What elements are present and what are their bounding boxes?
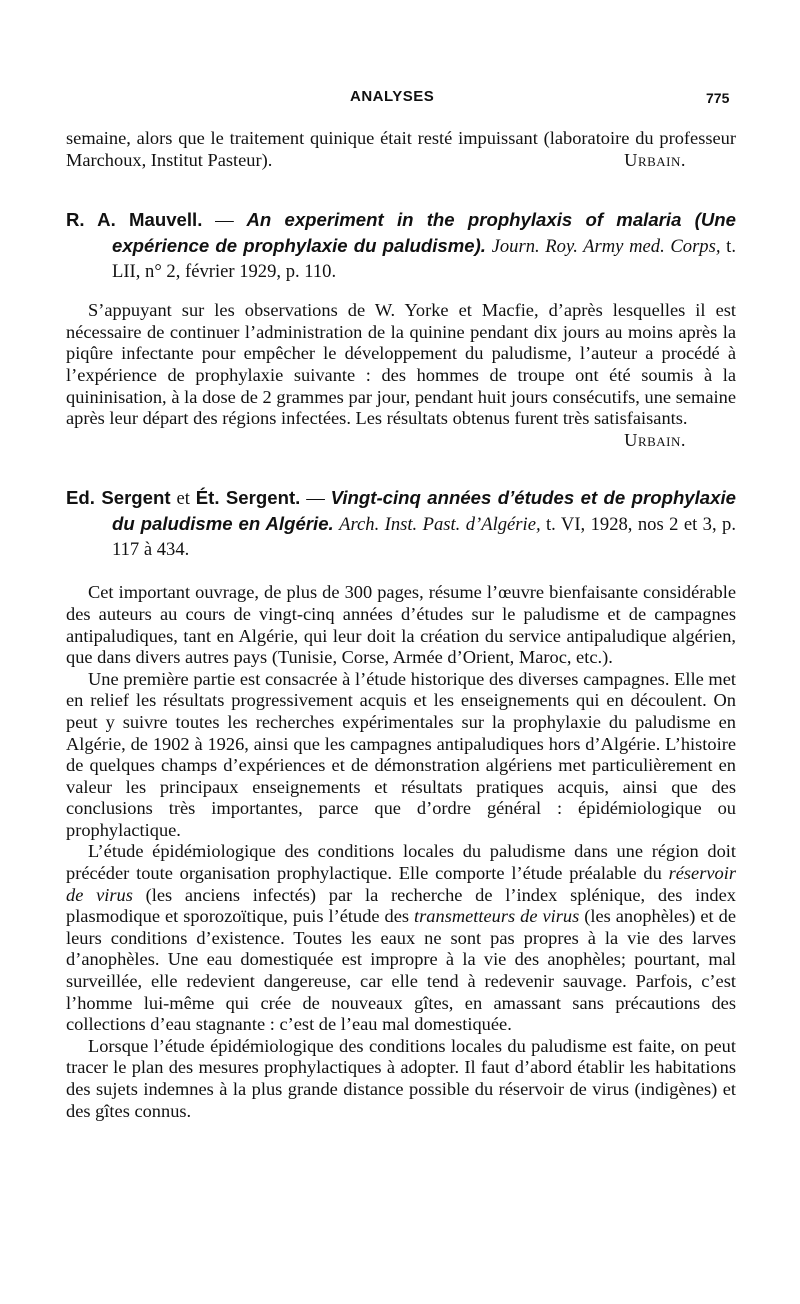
entry1-reference [66,207,736,284]
entry1-signature: Urbain. [624,429,686,450]
continuation-signature: Urbain. [624,149,686,170]
page-number: 775 [706,90,730,106]
entry2-p3-part-c: (les anophèles) et de leurs conditions d’existence. Toutes les eaux ne sont pas propres à la vie des larves d’anophèles. Une eau domestiquée est impropre à la vie des anophèles; pourtant, mal surveillée, elle redevient dangereuse, car elle tend à redevenir sauvage. Parfois, c’est l’homme lui-même qui crée de nouveaux gîtes, en amassant sans précautions des collections d’eau stagnante : c’est de l’eau mal domestiquée. [66,906,736,1035]
analysis-entry-mauvell [66,207,736,451]
continuation-paragraph [66,128,736,171]
entry2-author-2: Ét. Sergent. [195,487,301,509]
entry2-dash: — [300,488,331,510]
entry2-reference [66,485,736,562]
entry2-paragraph-2: Une première partie est consacrée à l’étude historique des diverses campagnes. Elle met en relief les résultats progressivement acquis et les enseignements qui en découlent. On peut y suivre toutes les recherches expérimentales sur la prophylaxie du paludisme en Algérie, de 1902 à 1926, ainsi que les campagnes antipaludiques hors d’Algérie. L’histoire de quelques champs d’expériences et de démonstration algériens met particulièrement en valeur les principaux enseignements et résultats pratiques acquis, ainsi que des conclusions très importantes, parce que d’ordre général : épidémiologique ou prophylactique. [66,668,736,840]
entry1-author: R. A. Mauvell. [66,209,203,231]
entry2-paragraph-1: Cet important ouvrage, de plus de 300 pages, résume l’œuvre bienfaisante considérable des auteurs au cours de vingt-cinq années d’études sur le paludisme et de campagnes antipaludiques, tant en Algérie, qui leur doit la création du service antipaludique algérien, que dans divers autres pays (Tunisie, Corse, Armée d’Orient, Maroc, etc.). [66,582,736,668]
entry1-details: t. LII, n° 2, février 1929, p. 110. [112,236,736,283]
entry2-p3-italic-reservoir: réservoir de virus [66,863,736,905]
entry1-journal: Journ. Roy. Army med. Corps, [491,236,721,258]
entry2-and: et [170,488,196,510]
entry2-paragraph-3 [66,841,736,1035]
entry1-dash: — [202,210,247,232]
entry2-p3-italic-transmetteurs: transmetteurs de virus [414,906,580,927]
page-content [66,128,736,1122]
continuation-text: semaine, alors que le traitement quinique était resté impuissant (laboratoire du professeur Marchoux, Institut Pasteur). [66,128,736,170]
running-title: ANALYSES [350,88,435,105]
entry2-author-1: Ed. Sergent [66,487,171,509]
entry1-body-text: S’appuyant sur les observations de W. Yorke et Macfie, d’après lesquelles il est nécessaire de continuer l’administration de la quinine pendant dix jours au moins après la piqûre infectante pour empêcher le développement du paludisme, l’auteur a procédé à l’expérience de prophylaxie suivante : des hommes de troupe ont été soumis à la quininisation, à la dose de 2 grammes par jour, pendant huit jours consécutifs, une semaine après leur départ des régions infectées. Les résultats obtenus furent très satisfaisants. [66,300,736,429]
entry1-title: An experiment in the prophylaxis of malaria (Une expérience de prophylaxie du paludisme). [112,209,736,257]
analysis-entry-sergent [66,485,736,1122]
entry2-p3-part-a: L’étude épidémiologique des conditions locales du paludisme dans une région doit précéder toute organisation prophylactique. Elle comporte l’étude préalable du [66,841,736,884]
page-header [0,88,800,114]
entry2-p3-part-b: (les anciens infectés) par la recherche de l’index splénique, des index plasmodique et sporozoïtique, puis l’étude des [66,884,736,927]
entry1-body [66,300,736,451]
entry2-details: t. VI, 1928, nos 2 et 3, p. 117 à 434. [112,514,736,561]
entry2-paragraph-4: Lorsque l’étude épidémiologique des conditions locales du paludisme est faite, on peut tracer le plan des mesures prophylactiques à adopter. Il faut d’abord établir les habitations des sujets indemnes à la plus grande distance possible du réservoir de virus (indigènes) et des gîtes connus. [66,1035,736,1121]
entry2-journal: Arch. Inst. Past. d’Algérie, [339,514,541,536]
entry2-title: Vingt-cinq années d’études et de prophylaxie du paludisme en Algérie. [112,487,736,535]
